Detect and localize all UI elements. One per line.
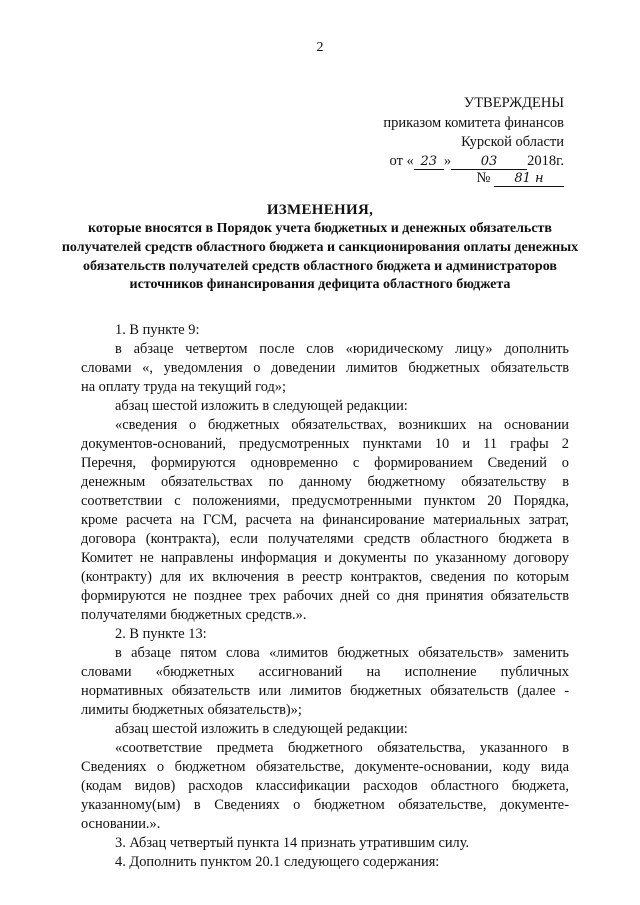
body-line: лимиты бюджетных обязательств)»; xyxy=(81,702,302,718)
number-label: № xyxy=(476,170,491,186)
body-line: 2. В пункте 13: xyxy=(115,626,207,642)
date-prefix: от « xyxy=(389,153,414,169)
body-line: словами «, уведомления о доведении лимитов бюджетных обязательств xyxy=(81,360,569,376)
body-line: Сведениях о бюджетном обязательстве, документе-основании, коду вида xyxy=(81,759,569,775)
body-line: нормативных обязательств или лимитов бюджетных обязательств (далее - xyxy=(81,683,569,699)
body-line: «сведения о бюджетных обязательствах, возникших на основании xyxy=(115,417,569,433)
body-line: договора (контракта), если получателями средств областного бюджета в xyxy=(81,531,569,547)
document-title: ИЗМЕНЕНИЯ, xyxy=(266,202,374,218)
order-number: 81 н xyxy=(494,171,564,187)
body-line: в абзаце пятом слова «лимитов бюджетных обязательств» заменить xyxy=(115,645,569,661)
body-line: 3. Абзац четвертый пункта 14 признать утратившим силу. xyxy=(115,835,470,851)
body-line: указанному(ым) в Сведениях о бюджетном обязательстве, документе- xyxy=(81,797,569,813)
body-line: в абзаце четвертом после слов «юридическому лицу» дополнить xyxy=(115,341,569,357)
body-line: (контракту) для их включения в реестр контрактов, сведения по которым xyxy=(81,569,569,585)
body-line: Перечня, формируются одновременно с формированием Сведений о xyxy=(81,455,569,471)
approval-number xyxy=(477,169,564,188)
body-line: кроме расчета на ГСМ, расчета на финансирование материальных затрат, xyxy=(81,512,569,528)
body-line: 1. В пункте 9: xyxy=(115,322,200,338)
body-line: основании.». xyxy=(81,816,161,832)
body-line: получателями бюджетных средств.». xyxy=(81,607,307,623)
date-mid: » xyxy=(443,153,452,169)
page-number: 2 xyxy=(316,40,324,55)
body-line: на оплату труда на текущий год»; xyxy=(81,379,287,395)
body-line: словами «бюджетных ассигнований на исполнение публичных xyxy=(81,664,569,680)
body-line: соответствии с положениями, предусмотренными пунктом 20 Порядка, xyxy=(81,493,569,509)
approval-line-2: Курской области xyxy=(461,134,564,150)
body-line: формируются не позднее трех рабочих дней со дня принятия обязательств xyxy=(81,588,569,604)
approval-title: УТВЕРЖДЕНЫ xyxy=(463,95,564,111)
body-line: «соответствие предмета бюджетного обязательства, указанного в xyxy=(115,740,569,756)
date-day: 23 xyxy=(414,154,444,170)
body-line: 4. Дополнить пунктом 20.1 следующего содержания: xyxy=(115,854,440,870)
body-line: (кодам видов) расходов классификации расходов областного бюджета, xyxy=(81,778,569,794)
approval-line-1: приказом комитета финансов xyxy=(383,115,564,131)
body-line: Комитет не направлены информация и документы по указанному договору xyxy=(81,550,569,566)
body-line: денежным обязательствах по данному бюджетному обязательству в xyxy=(81,474,569,490)
date-year: 2018г. xyxy=(527,153,564,169)
body-line: документов-оснований, предусмотренных пунктами 10 и 11 графы 2 xyxy=(81,436,569,452)
body-line: абзац шестой изложить в следующей редакции: xyxy=(115,398,408,414)
body-line: абзац шестой изложить в следующей редакции: xyxy=(115,721,408,737)
date-month: 03 xyxy=(451,154,527,170)
document-subtitle: которые вносятся в Порядок учета бюджетных и денежных обязательств получателей средств областного бюджета и санкционирования оплаты денежных обязательств получателей средств областного бюджета и администраторов источников финансирования дефицита областного бюджета xyxy=(61,221,579,293)
